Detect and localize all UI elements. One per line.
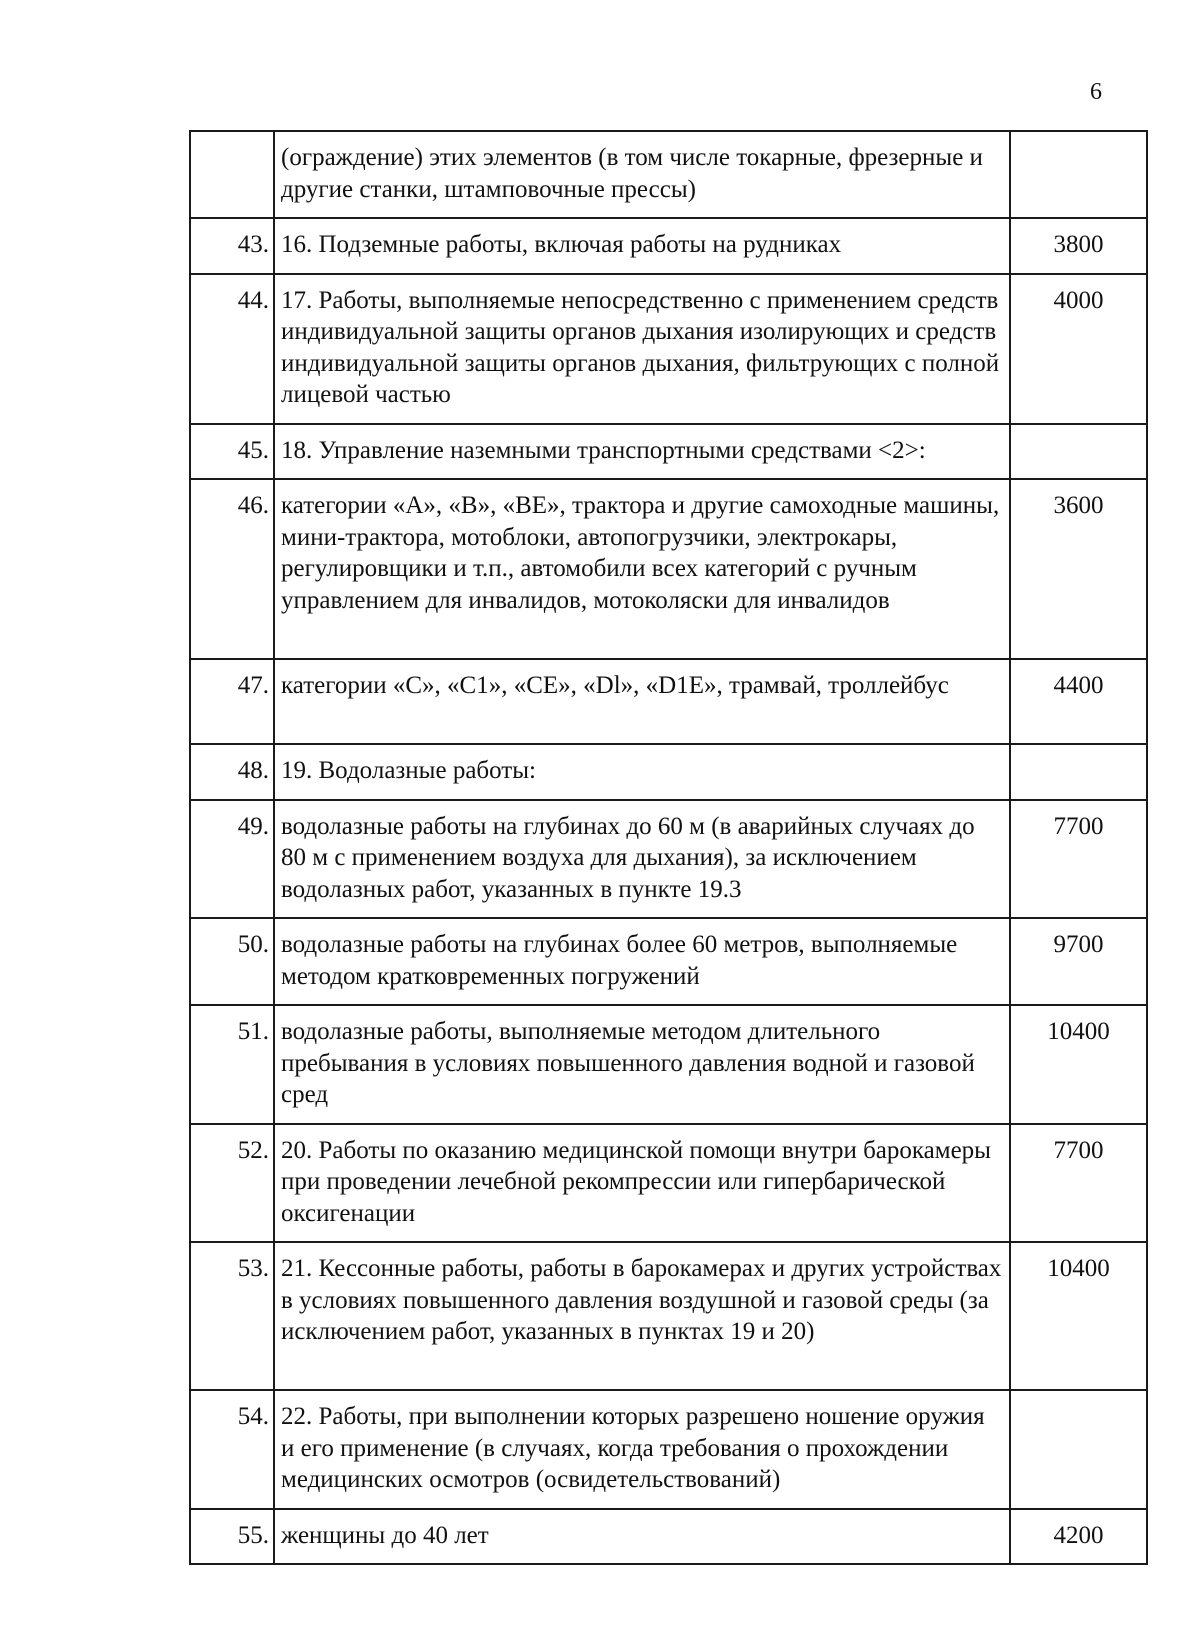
row-number: 44. <box>190 274 274 424</box>
table-row <box>190 1390 1147 1509</box>
table-row <box>190 1124 1147 1243</box>
row-value <box>1010 131 1147 218</box>
row-value <box>1010 1390 1147 1509</box>
table-row <box>190 659 1147 744</box>
row-value: 4400 <box>1010 659 1147 744</box>
row-number: 55. <box>190 1509 274 1565</box>
row-description: категории «А», «В», «ВЕ», трактора и другие самоходные машины, мини-трактора, мотоблоки, автопогрузчики, электрокары, регулировщики и т.п., автомобили всех категорий с ручным управлением для инвалидов, мотоколяски для инвалидов <box>274 479 1010 659</box>
row-number: 47. <box>190 659 274 744</box>
row-value: 3600 <box>1010 479 1147 659</box>
table-row <box>190 1509 1147 1565</box>
row-description: категории «С», «С1», «СЕ», «Dl», «D1E», трамвай, троллейбус <box>274 659 1010 744</box>
row-value: 4000 <box>1010 274 1147 424</box>
table-row <box>190 744 1147 800</box>
row-number: 45. <box>190 424 274 480</box>
row-description: (ограждение) этих элементов (в том числе токарные, фрезерные и другие станки, штамповочные прессы) <box>274 131 1010 218</box>
table-row <box>190 218 1147 274</box>
row-value: 7700 <box>1010 1124 1147 1243</box>
row-value: 3800 <box>1010 218 1147 274</box>
table-row <box>190 274 1147 424</box>
row-value: 7700 <box>1010 800 1147 919</box>
page-number: 6 <box>1090 79 1102 105</box>
row-description: женщины до 40 лет <box>274 1509 1010 1565</box>
table-row <box>190 479 1147 659</box>
table-row <box>190 424 1147 480</box>
row-number: 53. <box>190 1242 274 1390</box>
table-row <box>190 1242 1147 1390</box>
row-number: 51. <box>190 1005 274 1124</box>
row-description: 20. Работы по оказанию медицинской помощи внутри барокамеры при проведении лечебной рекомпрессии или гипербарической оксигенации <box>274 1124 1010 1243</box>
row-value: 9700 <box>1010 918 1147 1005</box>
row-number: 50. <box>190 918 274 1005</box>
table-row <box>190 1005 1147 1124</box>
row-value: 10400 <box>1010 1005 1147 1124</box>
row-description: 16. Подземные работы, включая работы на рудниках <box>274 218 1010 274</box>
row-number: 52. <box>190 1124 274 1243</box>
row-number: 43. <box>190 218 274 274</box>
row-value: 4200 <box>1010 1509 1147 1565</box>
table-row <box>190 800 1147 919</box>
row-description: водолазные работы на глубинах более 60 метров, выполняемые методом кратковременных погружений <box>274 918 1010 1005</box>
services-table <box>189 130 1148 1565</box>
row-number: 54. <box>190 1390 274 1509</box>
row-description: водолазные работы на глубинах до 60 м (в аварийных случаях до 80 м с применением воздуха для дыхания), за исключением водолазных работ, указанных в пункте 19.3 <box>274 800 1010 919</box>
row-description: 18. Управление наземными транспортными средствами <2>: <box>274 424 1010 480</box>
row-number: 48. <box>190 744 274 800</box>
row-number: 46. <box>190 479 274 659</box>
row-description: 19. Водолазные работы: <box>274 744 1010 800</box>
row-description: водолазные работы, выполняемые методом длительного пребывания в условиях повышенного давления водной и газовой сред <box>274 1005 1010 1124</box>
row-number: 49. <box>190 800 274 919</box>
row-value: 10400 <box>1010 1242 1147 1390</box>
row-description: 22. Работы, при выполнении которых разрешено ношение оружия и его применение (в случаях, когда требования о прохождении медицинских осмотров (освидетельствований) <box>274 1390 1010 1509</box>
row-value <box>1010 424 1147 480</box>
row-value <box>1010 744 1147 800</box>
row-description: 21. Кессонные работы, работы в барокамерах и других устройствах в условиях повышенного давления воздушной и газовой среды (за исключением работ, указанных в пунктах 19 и 20) <box>274 1242 1010 1390</box>
table-row <box>190 131 1147 218</box>
row-description: 17. Работы, выполняемые непосредственно с применением средств индивидуальной защиты органов дыхания изолирующих и средств индивидуальной защиты органов дыхания, фильтрующих с полной лицевой частью <box>274 274 1010 424</box>
row-number <box>190 131 274 218</box>
table-row <box>190 918 1147 1005</box>
